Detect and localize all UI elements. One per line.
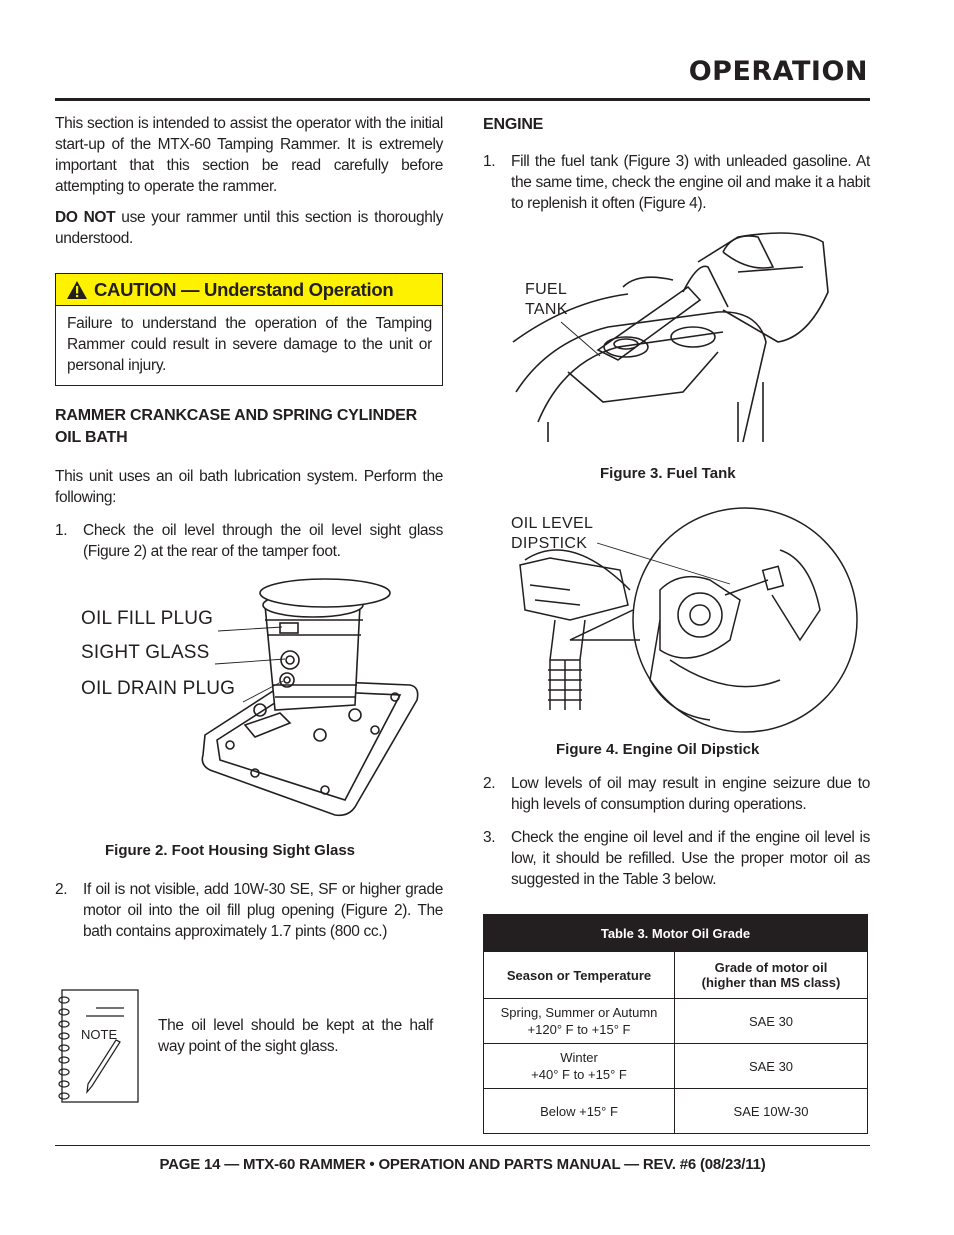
- engine-step-2: [483, 773, 870, 815]
- step-text: Check the engine oil level and if the engine oil level is low, it should be refilled. Use the proper motor oil as suggested in the Table 3 below.: [511, 829, 870, 888]
- table-cell-season: [484, 1089, 675, 1134]
- step-number: 3.: [483, 829, 496, 846]
- intro-paragraph: This section is intended to assist the operator with the initial start-up of the MTX-60 Tamping Rammer. It is extremely important that this section be read carefully before attempting to operate the rammer.: [55, 115, 443, 195]
- step-number: 2.: [483, 775, 496, 792]
- season-line-1: Spring, Summer or Autumn: [500, 1005, 658, 1020]
- do-not-rest: use your rammer until this section is thoroughly understood.: [55, 209, 443, 247]
- season-line-1: Below +15° F: [540, 1103, 618, 1119]
- motor-oil-table: [483, 914, 868, 1134]
- crankcase-heading: RAMMER CRANKCASE AND SPRING CYLINDER OIL BATH: [55, 407, 417, 446]
- page-title: OPERATION: [688, 56, 868, 87]
- label-oil-level-dipstick: [511, 514, 593, 554]
- crankcase-paragraph: This unit uses an oil bath lubrication system. Perform the following:: [55, 468, 443, 506]
- table-caption: Table 3. Motor Oil Grade: [484, 915, 868, 952]
- step-text: Fill the fuel tank (Figure 3) with unleaded gasoline. At the same time, check the engine oil and make it a habit to replenish it often (Figure 4).: [511, 153, 870, 212]
- step-text: If oil is not visible, add 10W-30 SE, SF or higher grade motor oil into the oil fill plug opening (Figure 2). The bath contains approximately 1.7 pints (800 cc.): [83, 881, 443, 940]
- figure-2-caption: Figure 2. Foot Housing Sight Glass: [105, 842, 356, 859]
- engine-heading: ENGINE: [483, 116, 544, 133]
- engine-step-3: [483, 827, 870, 890]
- step-number: 2.: [55, 881, 68, 898]
- step-text: Low levels of oil may result in engine seizure due to high levels of consumption during operations.: [511, 775, 870, 813]
- label-dipstick-line-1: OIL LEVEL: [511, 515, 594, 532]
- label-oil-fill-plug: OIL FILL PLUG: [81, 608, 214, 629]
- note-text: The oil level should be kept at the half way point of the sight glass.: [158, 1017, 433, 1055]
- season-line-2: +40° F to +15° F: [531, 1067, 627, 1082]
- season-line-2: +120° F to +15° F: [527, 1022, 631, 1037]
- figure-3-caption: Figure 3. Fuel Tank: [600, 465, 736, 482]
- label-fuel-tank-line-2: TANK: [525, 301, 568, 318]
- table-header-grade-line-1: Grade of motor oil: [714, 960, 828, 975]
- table-row: [484, 999, 868, 1044]
- table-cell-season: [484, 1044, 675, 1089]
- season-line-1: Winter: [560, 1050, 598, 1065]
- label-fuel-tank-line-1: FUEL: [525, 281, 568, 298]
- footer-rule: [55, 1145, 870, 1146]
- table-cell-grade: SAE 30: [675, 999, 868, 1044]
- table-row: [484, 1044, 868, 1089]
- label-oil-drain-plug: OIL DRAIN PLUG: [81, 678, 236, 699]
- label-dipstick-line-2: DIPSTICK: [511, 535, 588, 552]
- step-text: Check the oil level through the oil level sight glass (Figure 2) at the rear of the tamper foot.: [83, 522, 443, 560]
- table-row: [484, 1089, 868, 1134]
- do-not-bold: DO NOT: [55, 209, 116, 226]
- caution-body: Failure to understand the operation of the Tamping Rammer could result in severe damage to the unit or personal injury.: [67, 315, 432, 374]
- table-cell-season: [484, 999, 675, 1044]
- table-header-grade: [675, 952, 868, 999]
- figure-4-caption: Figure 4. Engine Oil Dipstick: [556, 741, 760, 758]
- note-icon-label: NOTE: [81, 1027, 118, 1042]
- step-number: 1.: [55, 522, 68, 539]
- table-header-grade-line-2: (higher than MS class): [701, 975, 841, 990]
- page-footer: PAGE 14 — MTX-60 RAMMER • OPERATION AND PARTS MANUAL — REV. #6 (08/23/11): [159, 1156, 766, 1173]
- table-header-season: Season or Temperature: [484, 952, 675, 999]
- step-number: 1.: [483, 153, 496, 170]
- table-cell-grade: SAE 30: [675, 1044, 868, 1089]
- table-cell-grade: SAE 10W-30: [675, 1089, 868, 1134]
- caution-heading: CAUTION — Understand Operation: [94, 278, 394, 300]
- label-sight-glass: SIGHT GLASS: [81, 642, 210, 663]
